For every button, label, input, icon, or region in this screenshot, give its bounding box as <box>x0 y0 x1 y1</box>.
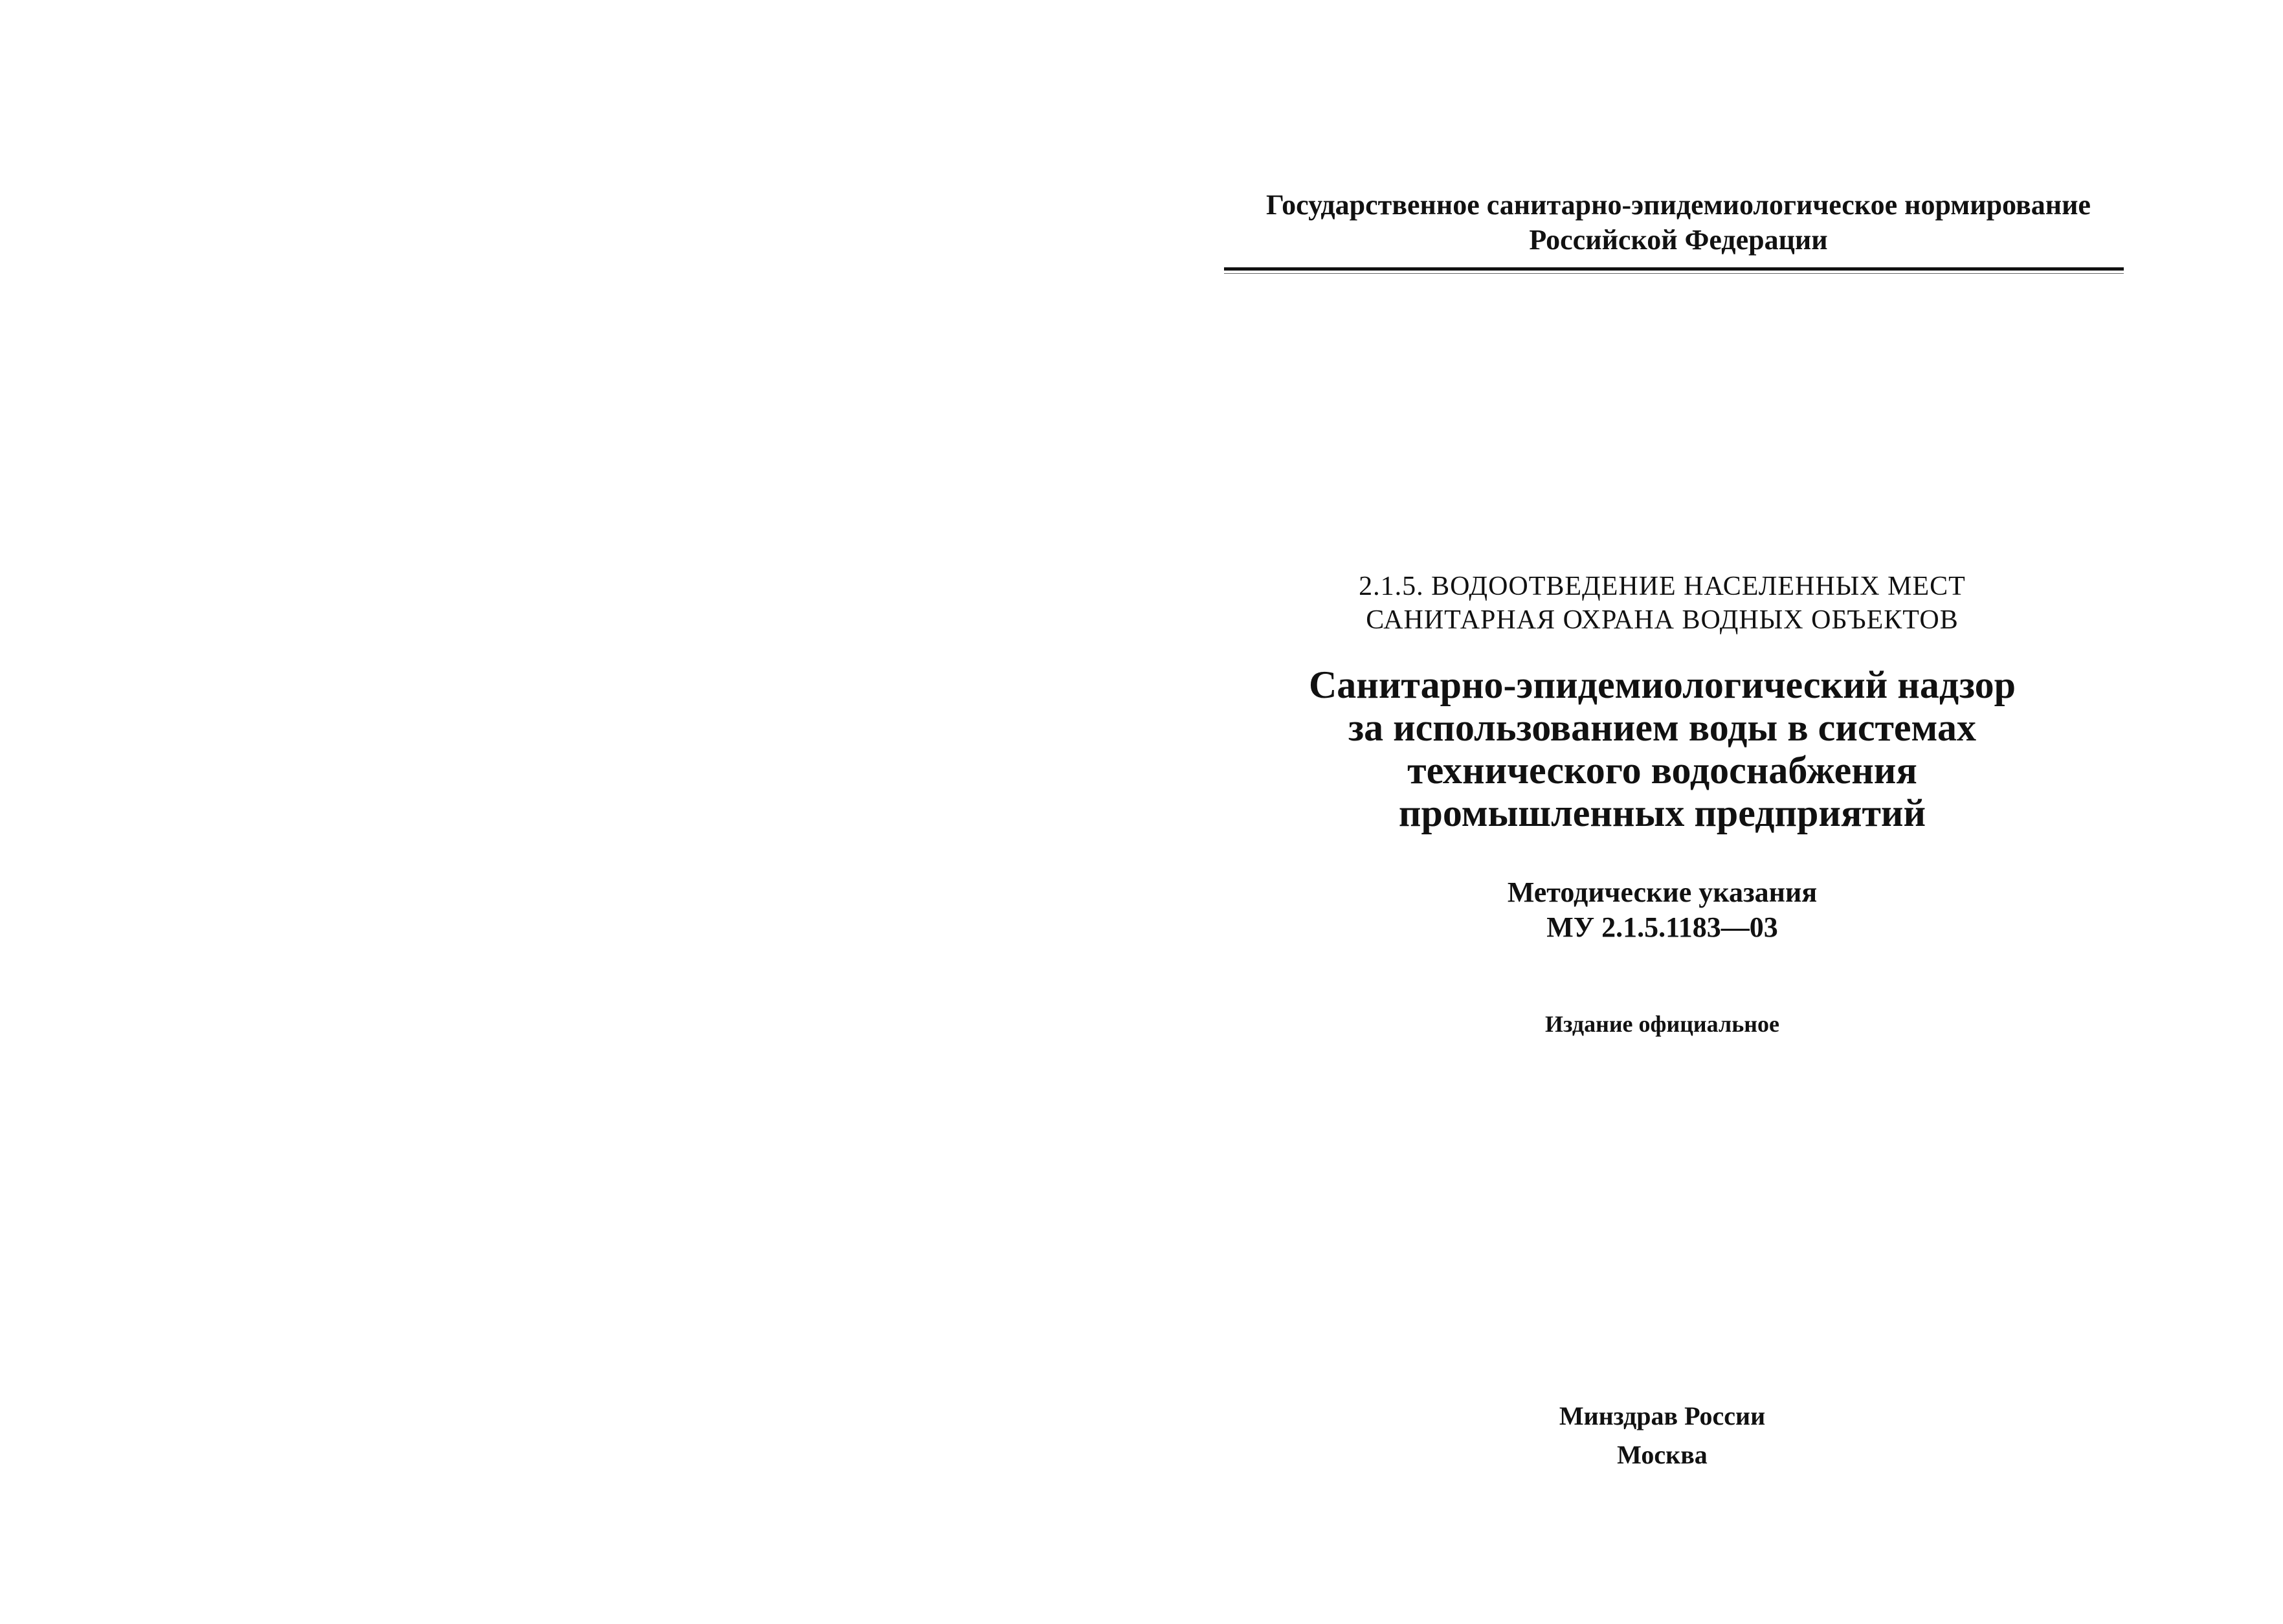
section-line: 2.1.5. ВОДООТВЕДЕНИЕ НАСЕЛЕННЫХ МЕСТ <box>1359 572 1966 601</box>
blank-left-page <box>0 0 1141 1624</box>
document-type-block <box>1420 875 1905 945</box>
document-type-label: Методические указания <box>1507 876 1818 908</box>
section-heading <box>1290 570 2034 637</box>
publisher-org: Минздрав России <box>1559 1401 1766 1430</box>
edition-note: Издание официальное <box>1545 1011 1779 1037</box>
header-line: Российской Федерации <box>1529 224 1828 256</box>
title-line: Санитарно-эпидемиологический надзор <box>1308 663 2016 706</box>
header-line: Государственное санитарно-эпидемиологическое нормирование <box>1266 189 2091 221</box>
title-line: технического водоснабжения <box>1407 749 1917 792</box>
title-line: за использованием воды в системах <box>1348 706 1977 749</box>
document-code: МУ 2.1.5.1183—03 <box>1546 911 1778 943</box>
publisher-block <box>1452 1397 1873 1474</box>
publisher-city: Москва <box>1617 1440 1708 1469</box>
document-title <box>1290 663 2034 834</box>
section-line: САНИТАРНАЯ ОХРАНА ВОДНЫХ ОБЪЕКТОВ <box>1366 605 1959 635</box>
header-rule <box>1224 267 2124 271</box>
title-line: промышленных предприятий <box>1398 792 1926 834</box>
header-rule-thin <box>1224 273 2124 274</box>
header-block <box>1225 188 2132 258</box>
title-page <box>1141 0 2283 1624</box>
